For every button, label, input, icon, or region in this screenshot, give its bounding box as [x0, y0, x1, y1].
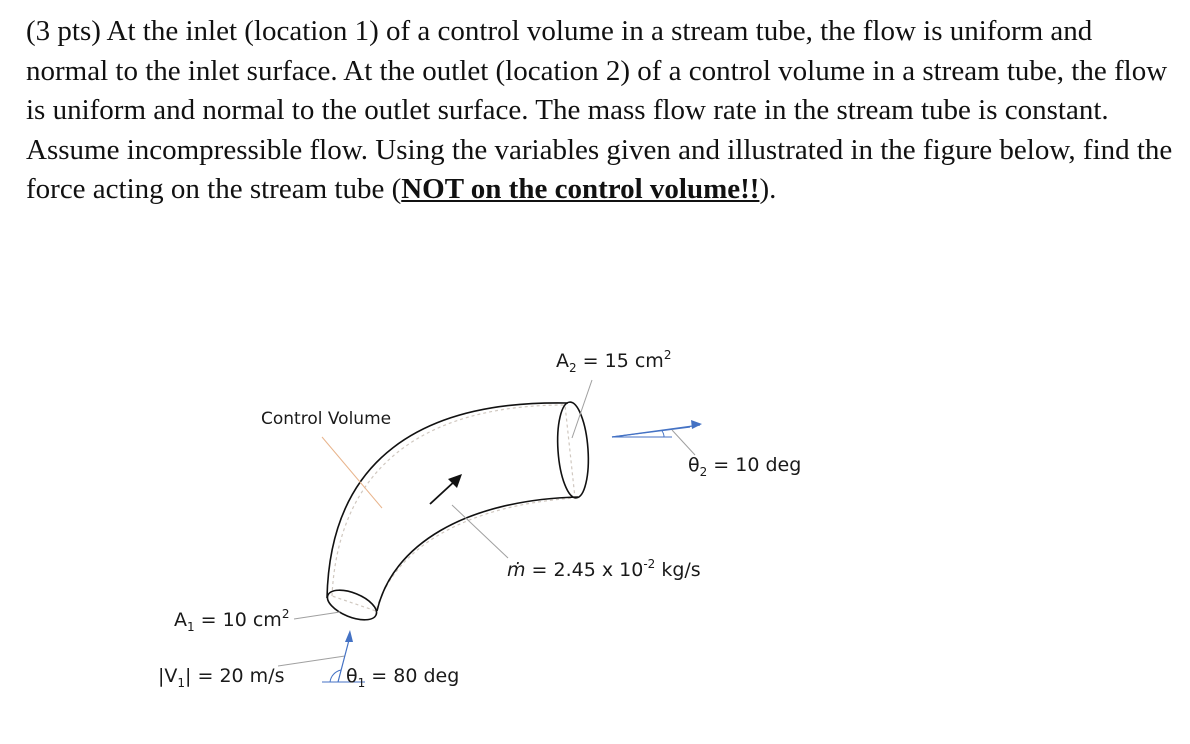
inlet-velocity-arrowhead: [345, 630, 353, 642]
outlet-surface: [555, 401, 592, 499]
theta2-leader: [672, 430, 695, 455]
control-volume-leader: [322, 437, 382, 508]
control-volume-label: Control Volume: [261, 409, 392, 429]
outlet-velocity-vector: [612, 427, 690, 437]
v1-label: $|V_1| = 20$ m/s: [158, 665, 285, 690]
a1-leader: [294, 612, 340, 619]
theta2-arc: [662, 431, 664, 437]
flow-arrow-line: [430, 480, 456, 504]
stream-tube-inner-wall: [377, 497, 578, 611]
problem-emphasis: NOT on the control volume!!: [401, 173, 760, 205]
inlet-surface: [323, 584, 380, 626]
a1-label: $A_1 = 10$ $cm^2$: [174, 607, 290, 634]
theta2-label: $\theta_2 = 10$ deg: [688, 454, 802, 479]
a2-label: $A_2 = 15$ $cm^2$: [556, 348, 672, 375]
mdot-label: ṁ = 2.45 x $10^{-2}$ kg/s: [507, 557, 701, 581]
outlet-velocity-arrowhead: [691, 420, 702, 429]
v1-leader: [278, 656, 345, 666]
a2-leader: [572, 380, 592, 438]
problem-text: (3 pts) At the inlet (location 1) of a control volume in a stream tube, the flow is uniform and normal to the inlet surface. At the outlet (location 2) of a control volume in a stream tube, the flow is uniform and normal to the outlet surface. The mass flow rate in the stream tube is constant. Assume incompressible flow. Using the variables given and illustrated in the figure below, find the force acting on the stream tube (: [26, 15, 1173, 205]
theta1-label: $\theta_1 = 80$ deg: [346, 665, 460, 690]
problem-closing: ).: [759, 173, 777, 205]
